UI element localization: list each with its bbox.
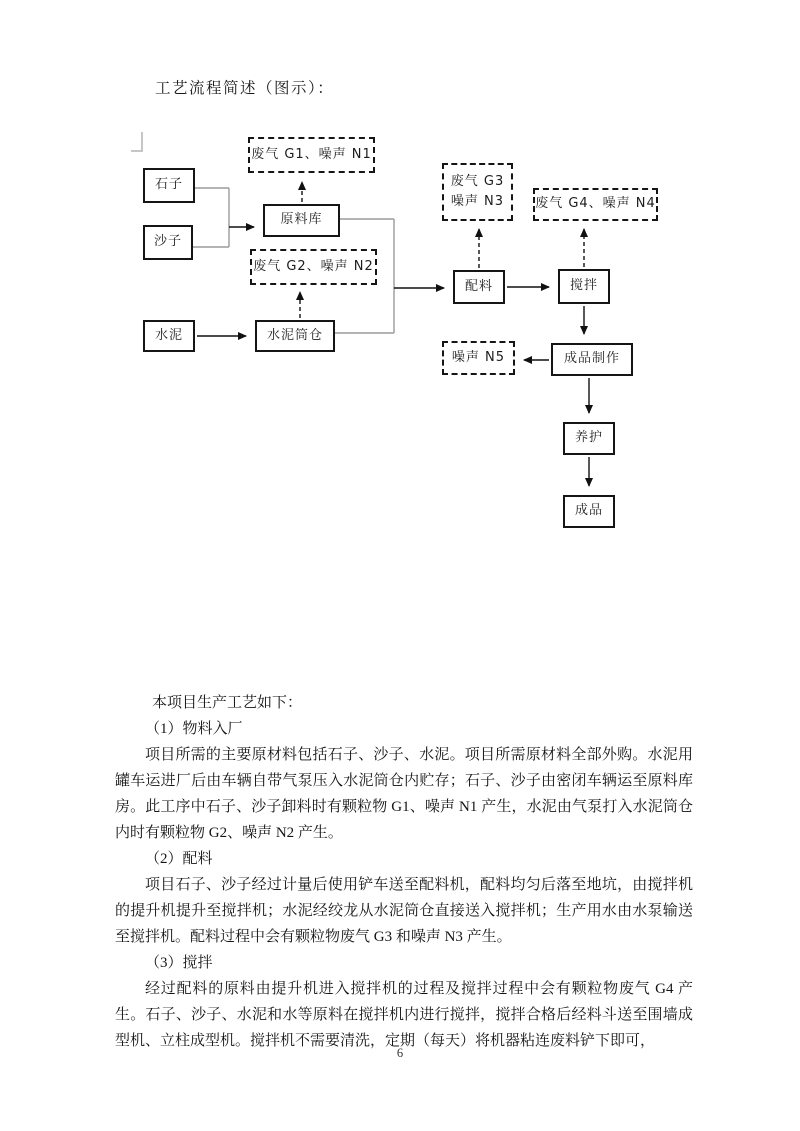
section-1-paragraph: 项目所需的主要原材料包括石子、沙子、水泥。项目所需原材料全部外购。水泥用罐车运进厂后由车辆自带气泵压入水泥筒仓内贮存；石子、沙子由密闭车辆运至原料库房。此工序中石子、沙子卸料时有颗粒物 G1、噪声 N1 产生，水泥由气泵打入水泥筒仓内时有颗粒物 G2、噪声 N2 产生。	[115, 747, 693, 841]
node-cement: 水泥	[143, 320, 195, 352]
section-2-heading: （2）配料	[145, 851, 213, 867]
emission-box-g4-n4: 废气 G4、噪声 N4	[533, 188, 658, 221]
emission-box-n5: 噪声 N5	[442, 341, 515, 375]
emission-box-g2-n2: 废气 G2、噪声 N2	[250, 249, 377, 285]
node-cement-silo: 水泥筒仓	[255, 320, 335, 352]
page-number: 6	[396, 1046, 404, 1060]
section-2-paragraph: 项目石子、沙子经过计量后使用铲车送至配料机，配料均匀后落至地坑，由搅拌机的提升机提升至搅拌机；水泥经绞龙从水泥筒仓直接送入搅拌机；生产用水由水泵输送至搅拌机。配料过程中会有颗粒物废气 G3 和噪声 N3 产生。	[115, 877, 693, 945]
node-stone: 石子	[143, 168, 195, 203]
emission-box-g1-n1: 废气 G1、噪声 N1	[248, 137, 375, 173]
node-mixing: 搅拌	[558, 269, 610, 304]
emission-box-g3-n3	[442, 163, 513, 221]
emission-g3-label: 废气 G3	[450, 173, 505, 189]
node-batching: 配料	[453, 270, 505, 304]
node-curing: 养护	[563, 422, 615, 455]
section-3-heading: （3）搅拌	[145, 955, 213, 971]
process-flow-heading: 工艺流程简述（图示）：	[155, 80, 335, 97]
emission-n3-label: 噪声 N3	[450, 194, 505, 209]
corner-mark	[131, 132, 143, 152]
section-1-heading: （1）物料入厂	[145, 721, 243, 737]
section-3-paragraph: 经过配料的原料由提升机进入搅拌机的过程及搅拌过程中会有颗粒物废气 G4 产生。石子、沙子、水泥和水等原料在搅拌机内进行搅拌，搅拌合格后经料斗送至围墙成型机、立柱成型机。搅拌机不需要清洗，定期（每天）将机器粘连废料铲下即可，	[115, 981, 693, 1049]
intro-line: 本项目生产工艺如下：	[152, 695, 303, 711]
node-raw-material-warehouse: 原料库	[263, 204, 340, 237]
node-finished-product: 成品	[563, 495, 615, 528]
node-product-making: 成品制作	[551, 343, 633, 376]
body-text	[115, 690, 693, 1054]
node-sand: 沙子	[143, 225, 193, 260]
